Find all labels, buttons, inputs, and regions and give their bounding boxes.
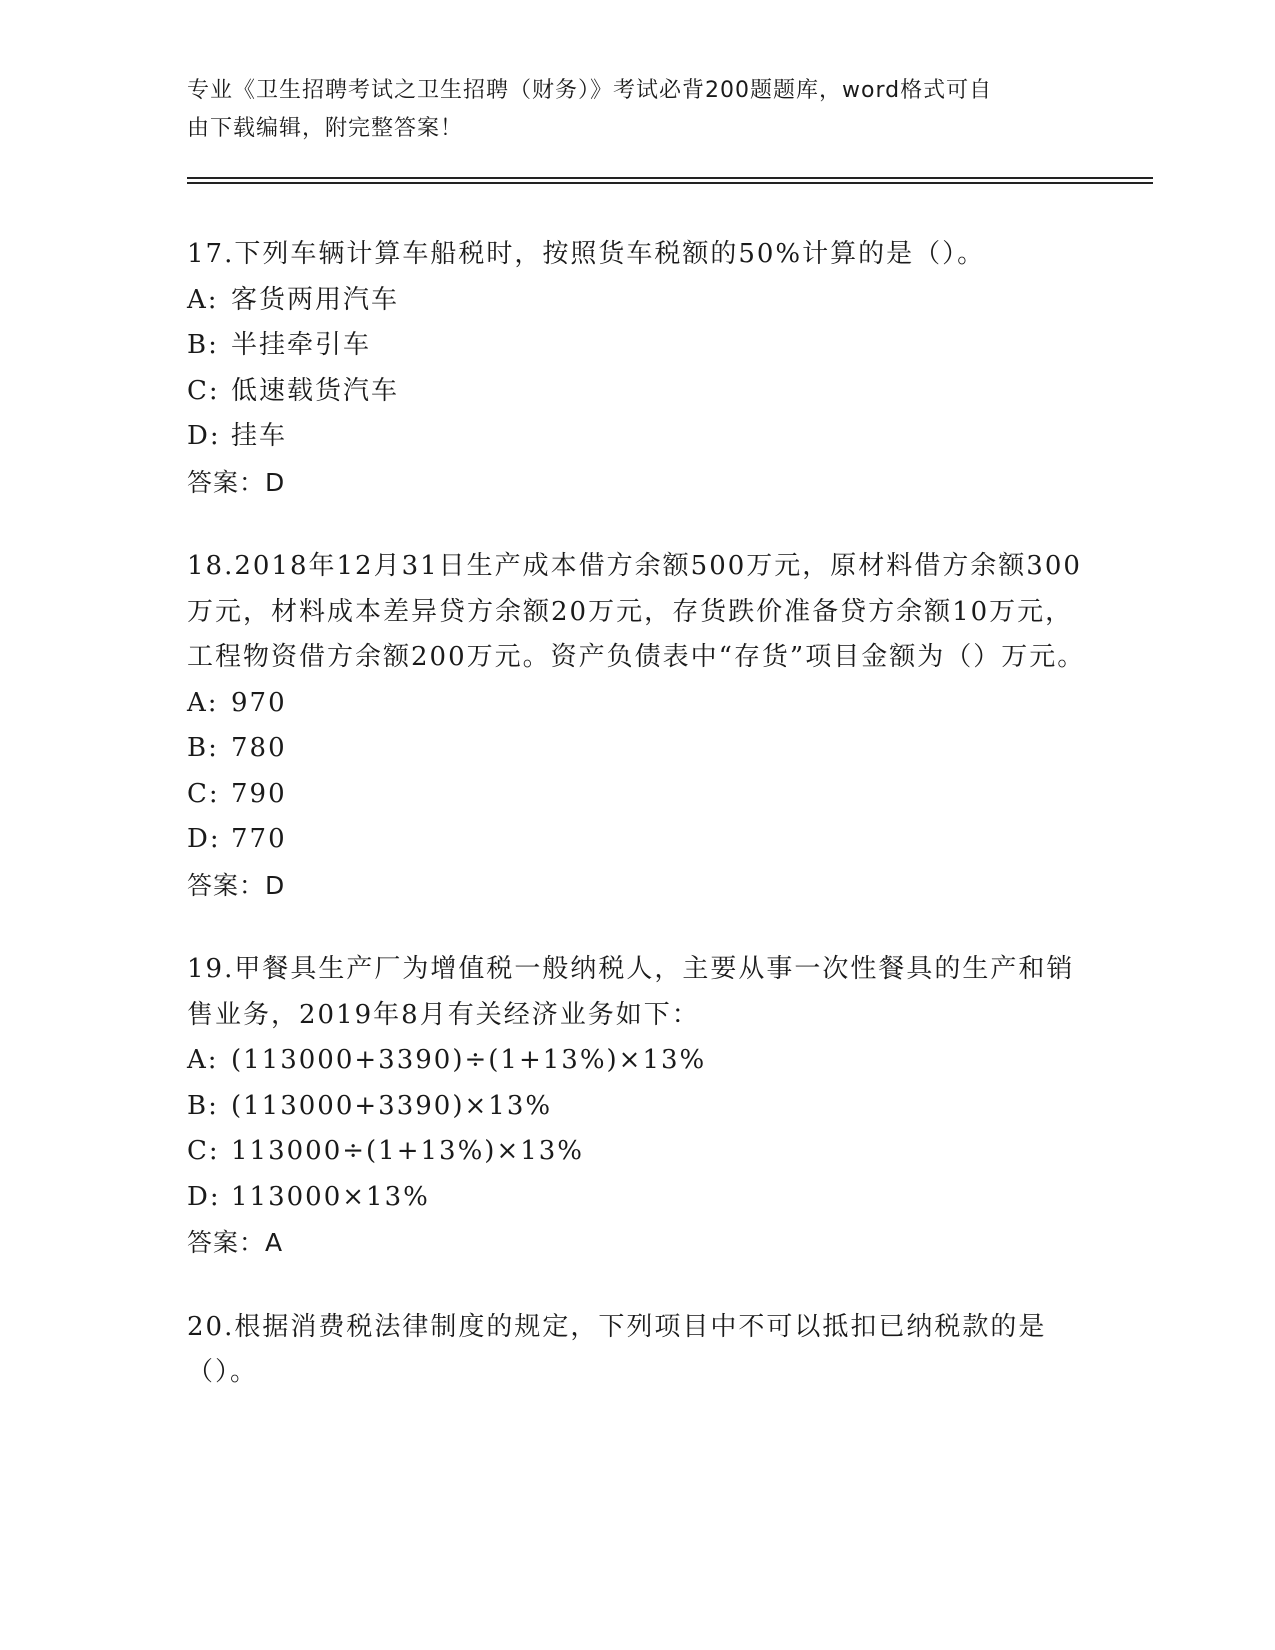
option-a xyxy=(187,278,1087,324)
option-letter: D: xyxy=(187,1181,221,1212)
option-text: 113000×13% xyxy=(231,1181,430,1212)
option-text: (113000+3390)×13% xyxy=(231,1090,553,1121)
header-line-2: 由下载编辑，附完整答案！ xyxy=(187,116,464,141)
option-text: 低速载货汽车 xyxy=(231,375,400,406)
option-letter: A: xyxy=(187,687,219,718)
answer-line: 答案：A xyxy=(187,1228,284,1257)
option-d xyxy=(187,414,1087,460)
option-text: 半挂牵引车 xyxy=(231,330,372,360)
document-header xyxy=(187,72,1087,148)
option-c xyxy=(187,1129,1087,1175)
option-d xyxy=(187,817,1087,863)
answer-line: 答案：D xyxy=(187,870,286,900)
option-a xyxy=(187,1038,1087,1084)
answer-line: 答案：D xyxy=(187,467,286,497)
option-letter: D: xyxy=(187,824,221,854)
option-letter: A: xyxy=(187,1045,219,1075)
question-stem: 19.甲餐具生产厂为增值税一般纳税人，主要从事一次性餐具的生产和销售业务，2019年8月有关经济业务如下： xyxy=(187,954,1075,1030)
question-17 xyxy=(187,232,1087,505)
question-list xyxy=(187,232,1087,1435)
question-stem: 20.根据消费税法律制度的规定，下列项目中不可以抵扣已纳税款的是（）。 xyxy=(187,1311,1047,1387)
option-text: 客货两用汽车 xyxy=(231,284,400,315)
option-text: 790 xyxy=(231,778,287,809)
option-letter: D: xyxy=(187,421,221,451)
option-letter: A: xyxy=(187,284,219,315)
option-text: 970 xyxy=(231,687,287,718)
option-b xyxy=(187,726,1087,772)
question-stem: 18.2018年12月31日生产成本借方余额500万元，原材料借方余额300万元，材料成本差异贷方余额20万元，存货跌价准备贷方余额10万元，工程物资借方余额200万元。资产负债表中“存货”项目金额为（）万元。 xyxy=(187,551,1086,672)
option-text: 挂车 xyxy=(231,421,288,451)
option-b xyxy=(187,1084,1087,1130)
option-letter: C: xyxy=(187,778,220,809)
question-stem: 17.下列车辆计算车船税时，按照货车税额的50%计算的是（）。 xyxy=(187,239,986,269)
option-a xyxy=(187,681,1087,727)
question-20 xyxy=(187,1305,1087,1396)
option-letter: B: xyxy=(187,733,219,763)
option-d xyxy=(187,1175,1087,1221)
header-divider-bottom xyxy=(187,182,1153,184)
option-letter: C: xyxy=(187,375,220,406)
option-text: 780 xyxy=(231,733,287,763)
header-line-1: 专业《卫生招聘考试之卫生招聘（财务）》考试必背200题题库，word格式可自 xyxy=(187,78,993,103)
option-c xyxy=(187,772,1087,818)
option-b xyxy=(187,323,1087,369)
option-text: (113000+3390)÷(1+13%)×13% xyxy=(231,1045,707,1075)
option-letter: B: xyxy=(187,1090,219,1121)
option-letter: B: xyxy=(187,330,219,360)
option-letter: C: xyxy=(187,1136,220,1166)
option-text: 770 xyxy=(231,824,287,854)
question-19 xyxy=(187,947,1087,1266)
option-c xyxy=(187,369,1087,415)
question-18 xyxy=(187,544,1087,908)
header-divider-top xyxy=(187,177,1153,179)
option-text: 113000÷(1+13%)×13% xyxy=(231,1136,585,1166)
